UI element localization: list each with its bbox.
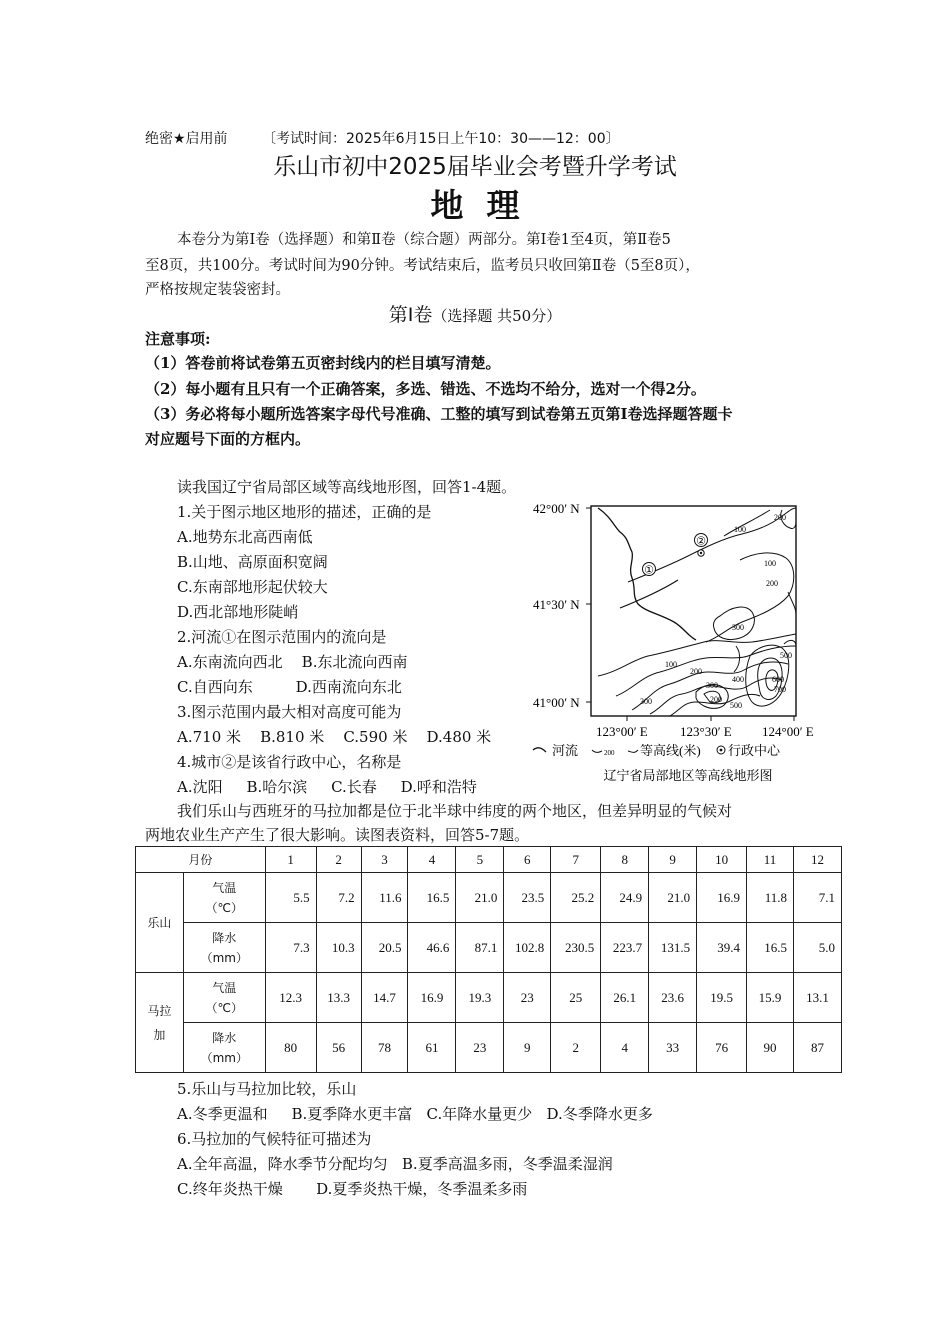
contour-line [784, 640, 796, 646]
table-cell: 230.5 [551, 923, 601, 973]
table-cell: 26.1 [601, 973, 649, 1023]
table-row [136, 973, 842, 1023]
table-cell: 80 [265, 1023, 316, 1073]
table-cell: 56 [316, 1023, 361, 1073]
lon-label-3: 124°00′ E [762, 724, 814, 739]
section-heading [0, 300, 950, 327]
table-cell: 90 [747, 1023, 794, 1073]
river-line [620, 580, 678, 608]
note-2: （2）每小题有且只有一个正确答案，多选、错选、不选均不给分，选对一个得2分。 [145, 380, 706, 398]
contour-map [528, 496, 848, 786]
table-cell: 23.6 [649, 973, 697, 1023]
city-malaga [136, 973, 184, 1073]
marker-1-label: ① [644, 564, 654, 577]
month-cell: 4 [408, 847, 456, 873]
city-malaga-a: 马拉 [147, 1003, 172, 1018]
question-line: 3.图示范围内最大相对高度可能为 [177, 703, 402, 721]
secret-label: 绝密★启用前 [145, 131, 228, 147]
month-header: 月份 [136, 847, 266, 873]
table-cell: 5.5 [265, 873, 316, 923]
table-cell: 16.9 [697, 873, 747, 923]
intro-line-3: 严格按规定装袋密封。 [145, 282, 290, 298]
table-cell: 78 [361, 1023, 408, 1073]
option-line: C.终年炎热干燥 D.夏季炎热干燥，冬季温柔多雨 [177, 1180, 528, 1198]
option-line: A.沈阳 B.哈尔滨 C.长春 D.呼和浩特 [177, 778, 477, 796]
table-cell: 4 [601, 1023, 649, 1073]
lat-label-mid: 41°30′ N [533, 597, 580, 612]
legend-river: 河流 [552, 743, 579, 758]
option-line: A.东南流向西北 B.东北流向西南 [177, 653, 408, 671]
contour-line [706, 553, 794, 642]
table-cell: 7.1 [793, 873, 841, 923]
lon-label-2: 123°30′ E [680, 724, 732, 739]
table-cell: 7.2 [316, 873, 361, 923]
table-cell: 33 [649, 1023, 697, 1073]
contour-line [788, 592, 796, 614]
option-line: A.全年高温，降水季节分配均匀 B.夏季高温多雨，冬季温柔湿润 [177, 1155, 613, 1173]
section-title: 第Ⅰ卷 [388, 304, 433, 326]
contour-label: 200 [710, 695, 722, 704]
intro-line-2: 至8页，共100分。考试时间为90分钟。考试结束后，监考员只收回第Ⅱ卷（5至8页）， [145, 258, 700, 274]
note-3b: 对应题号下面的方框内。 [145, 430, 311, 448]
table-cell: 23 [456, 1023, 504, 1073]
legend-center: 行政中心 [728, 743, 781, 758]
table-cell: 16.5 [747, 923, 794, 973]
city-leshan: 乐山 [136, 873, 184, 973]
table-cell: 87 [793, 1023, 841, 1073]
contour-label: 500 [780, 651, 792, 660]
table-cell: 87.1 [456, 923, 504, 973]
month-cell: 1 [265, 847, 316, 873]
contour-map-svg [528, 496, 848, 786]
option-line: B.山地、高原面积宽阔 [177, 553, 328, 571]
temp-label-b: （℃） [205, 1000, 244, 1015]
contour-label: 600 [772, 675, 784, 684]
table-cell: 14.7 [361, 973, 408, 1023]
month-cell: 6 [504, 847, 551, 873]
table-cell: 7.3 [265, 923, 316, 973]
question-line: 5.乐山与马拉加比较，乐山 [177, 1080, 357, 1098]
precip-label-b: （mm） [200, 1050, 248, 1065]
table-cell: 102.8 [504, 923, 551, 973]
note-3a: （3）务必将每小题所选答案字母代号准确、工整的填写到试卷第五页第Ⅰ卷选择题答题卡 [145, 405, 733, 423]
city-center-dot [700, 552, 702, 554]
month-cell: 11 [747, 847, 794, 873]
contour-label: 200 [690, 667, 702, 676]
precip-label [183, 923, 265, 973]
table-cell: 23 [504, 973, 551, 1023]
table-cell: 24.9 [601, 873, 649, 923]
table-cell: 21.0 [649, 873, 697, 923]
legend-river-icon [533, 748, 546, 752]
question-line: 2.河流①在图示范围内的流向是 [177, 628, 387, 646]
table-cell: 2 [551, 1023, 601, 1073]
month-cell: 3 [361, 847, 408, 873]
contour-line [734, 646, 740, 672]
month-cell: 5 [456, 847, 504, 873]
month-cell: 8 [601, 847, 649, 873]
table-cell: 13.3 [316, 973, 361, 1023]
lon-label-1: 123°00′ E [596, 724, 648, 739]
intro-line-1: 本卷分为第Ⅰ卷（选择题）和第Ⅱ卷（综合题）两部分。第Ⅰ卷1至4页，第Ⅱ卷5 [177, 232, 671, 248]
question-line: 6.马拉加的气候特征可描述为 [177, 1130, 372, 1148]
legend-contour-value: 200 [604, 749, 615, 757]
question-intro: 读我国辽宁省局部区域等高线地形图，回答1-4题。 [177, 478, 517, 496]
table-cell: 9 [504, 1023, 551, 1073]
note-1: （1）答卷前将试卷第五页密封线内的栏目填写清楚。 [145, 354, 501, 372]
legend-contour: 等高线(米) [640, 743, 701, 758]
table-cell: 10.3 [316, 923, 361, 973]
table-cell: 25 [551, 973, 601, 1023]
lat-label-bottom: 41°00′ N [533, 695, 580, 710]
question-line: 4.城市②是该省行政中心，名称是 [177, 753, 402, 771]
month-cell: 10 [697, 847, 747, 873]
marker-2-label: ② [696, 535, 706, 548]
contour-label: 300 [640, 697, 652, 706]
question-line: 1.关于图示地区地形的描述，正确的是 [177, 503, 432, 521]
map-frame [591, 506, 796, 716]
table-cell: 13.1 [793, 973, 841, 1023]
contour-label: 700 [774, 685, 786, 694]
climate-intro-line-1: 我们乐山与西班牙的马拉加都是位于北半球中纬度的两个地区，但差异明显的气候对 [177, 802, 733, 820]
precip-label [183, 1023, 265, 1073]
lat-label-top: 42°00′ N [533, 501, 580, 516]
temp-label-a: 气温 [212, 980, 237, 995]
table-cell: 76 [697, 1023, 747, 1073]
temp-label [183, 873, 265, 923]
table-cell: 16.5 [408, 873, 456, 923]
map-caption: 辽宁省局部地区等高线地形图 [603, 768, 773, 783]
contour-label: 300 [732, 623, 744, 632]
table-cell: 15.9 [747, 973, 794, 1023]
exam-title: 乐山市初中2025届毕业会考暨升学考试 [273, 154, 677, 180]
precip-label-a: 降水 [212, 1030, 237, 1045]
option-line: D.西北部地形陡峭 [177, 603, 299, 621]
table-row [136, 923, 842, 973]
section-subtitle: （选择题 共50分） [432, 307, 562, 325]
table-cell: 46.6 [408, 923, 456, 973]
table-row [136, 1023, 842, 1073]
table-cell: 21.0 [456, 873, 504, 923]
contour-line [724, 510, 770, 536]
precip-label-a: 降水 [212, 930, 237, 945]
table-cell: 23.5 [504, 873, 551, 923]
month-cell: 2 [316, 847, 361, 873]
table-cell: 19.3 [456, 973, 504, 1023]
precip-label-b: （mm） [200, 950, 248, 965]
option-line: A.地势东北高西南低 [177, 528, 313, 546]
option-line: C.东南部地形起伏较大 [177, 578, 328, 596]
table-row [136, 873, 842, 923]
notes-heading: 注意事项: [145, 330, 211, 348]
table-cell: 11.6 [361, 873, 408, 923]
table-cell: 131.5 [649, 923, 697, 973]
temp-label-a: 气温 [212, 880, 237, 895]
climate-table [135, 846, 842, 1073]
table-cell: 39.4 [697, 923, 747, 973]
contour-label: 200 [766, 579, 778, 588]
contour-label: 300 [706, 681, 718, 690]
option-line: A.710 米 B.810 米 C.590 米 D.480 米 [177, 728, 492, 746]
month-cell: 9 [649, 847, 697, 873]
contour-label: 100 [665, 660, 677, 669]
table-cell: 25.2 [551, 873, 601, 923]
subject-title: 地 理 [430, 186, 520, 225]
contour-label: 100 [734, 525, 746, 534]
city-malaga-b: 加 [153, 1027, 166, 1042]
table-header-row [136, 847, 842, 873]
month-cell: 7 [551, 847, 601, 873]
climate-intro-line-2: 两地农业生产产生了很大影响。读图表资料，回答5-7题。 [145, 826, 530, 844]
option-line: C.自西向东 D.西南流向东北 [177, 678, 402, 696]
exam-time: 〔考试时间：2025年6月15日上午10：30——12：00〕 [262, 131, 620, 147]
table-cell: 11.8 [747, 873, 794, 923]
contour-label: 500 [730, 701, 742, 710]
contour-label: 400 [732, 675, 744, 684]
table-cell: 16.9 [408, 973, 456, 1023]
temp-label [183, 973, 265, 1023]
option-line: A.冬季更温和 B.夏季降水更丰富 C.年降水量更少 D.冬季降水更多 [177, 1105, 653, 1123]
table-cell: 223.7 [601, 923, 649, 973]
table-cell: 61 [408, 1023, 456, 1073]
month-cell: 12 [793, 847, 841, 873]
table-cell: 5.0 [793, 923, 841, 973]
contour-label: 200 [774, 513, 786, 522]
table-cell: 20.5 [361, 923, 408, 973]
legend-contour-icon [592, 750, 638, 752]
temp-label-b: （℃） [205, 900, 244, 915]
contour-label: 100 [764, 559, 776, 568]
table-cell: 19.5 [697, 973, 747, 1023]
table-cell: 12.3 [265, 973, 316, 1023]
